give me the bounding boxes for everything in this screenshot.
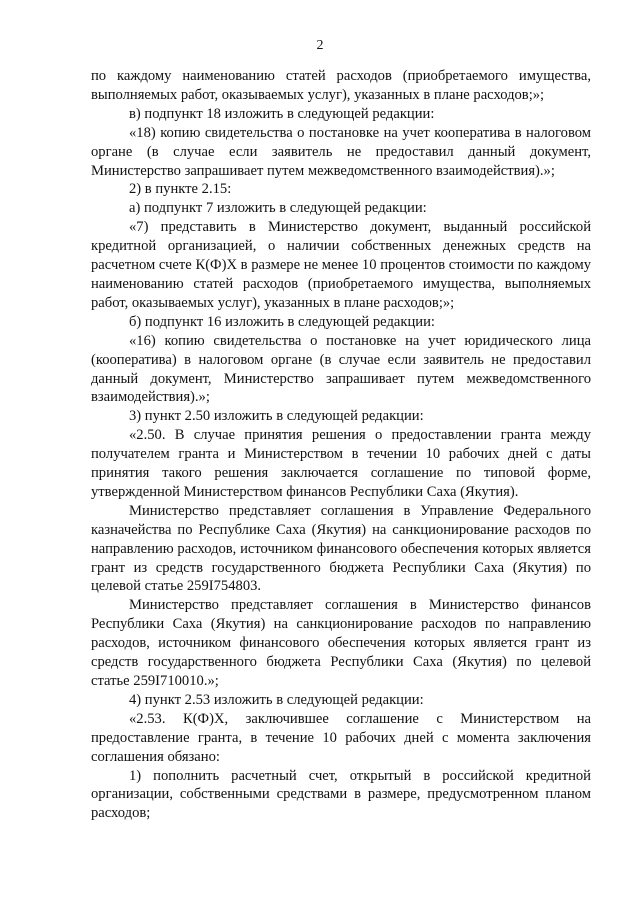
paragraph-5: а) подпункт 7 изложить в следующей редакции:: [129, 200, 427, 217]
paragraph-2: в) подпункт 18 изложить в следующей редакции:: [129, 105, 435, 122]
paragraph-9: 3) пункт 2.50 изложить в следующей редакции:: [129, 408, 424, 425]
document-body: [91, 67, 591, 823]
paragraph-10: «2.50. В случае принятия решения о предоставлении гранта между получателем гранта и Министерством в течении 10 рабочих дней с даты принятия такого решения заключается соглашение по типовой форме, утвержденной Министерством финансов Республики Саха (Якутия).: [91, 427, 591, 500]
paragraph-12: Министерство представляет соглашения в Министерство финансов Республики Саха (Якутия) на санкционирование расходов по направлению расходов, источником финансового обеспечения которых является грант из средств государственного бюджета Республики Саха (Якутия) по целевой статье 259I710010.»;: [91, 597, 591, 689]
paragraph-8: «16) копию свидетельства о постановке на учет юридического лица (кооператива) в налоговом органе (в случае если заявитель не предоставил данный документ, Министерство запрашивает путем межведомственного взаимодействия).»;: [91, 332, 591, 406]
paragraph-11: Министерство представляет соглашения в Управление Федерального казначейства по Республике Саха (Якутия) на санкционирование расходов по направлению расходов, источником финансового обеспечения которых является грант из средств государственного бюджета Республики Саха (Якутия) по целевой статье 259I754803.: [91, 502, 591, 595]
paragraph-14: «2.53. К(Ф)Х, заключившее соглашение с Министерством на предоставление гранта, в течение 10 рабочих дней с момента заключения соглашения обязано:: [91, 710, 591, 765]
paragraph-3: «18) копию свидетельства о постановке на учет кооператива в налоговом органе (в случае если заявитель не предоставил данный документ, Министерство запрашивает путем межведомственного взаимодействия).»;: [91, 124, 591, 179]
page-number: 2: [316, 38, 324, 53]
paragraph-15: 1) пополнить расчетный счет, открытый в российской кредитной организации, собственными средствами в размере, предусмотренном планом расходов;: [91, 767, 591, 822]
paragraph-7: б) подпункт 16 изложить в следующей редакции:: [129, 313, 435, 330]
paragraph-4: 2) в пункте 2.15:: [129, 181, 232, 198]
paragraph-1: по каждому наименованию статей расходов (приобретаемого имущества, выполняемых работ, оказываемых услуг), указанных в плане расходов;»;: [91, 68, 591, 103]
paragraph-6: «7) представить в Министерство документ, выданный российской кредитной организацией, о наличии собственных денежных средств на расчетном счете К(Ф)Х в размере не менее 10 процентов стоимости по каждому наименованию статей расходов (приобретаемого имущества, выполняемых работ, оказываемых услуг), указанных в плане расходов;»;: [91, 219, 591, 311]
paragraph-13: 4) пункт 2.53 изложить в следующей редакции:: [129, 691, 424, 708]
